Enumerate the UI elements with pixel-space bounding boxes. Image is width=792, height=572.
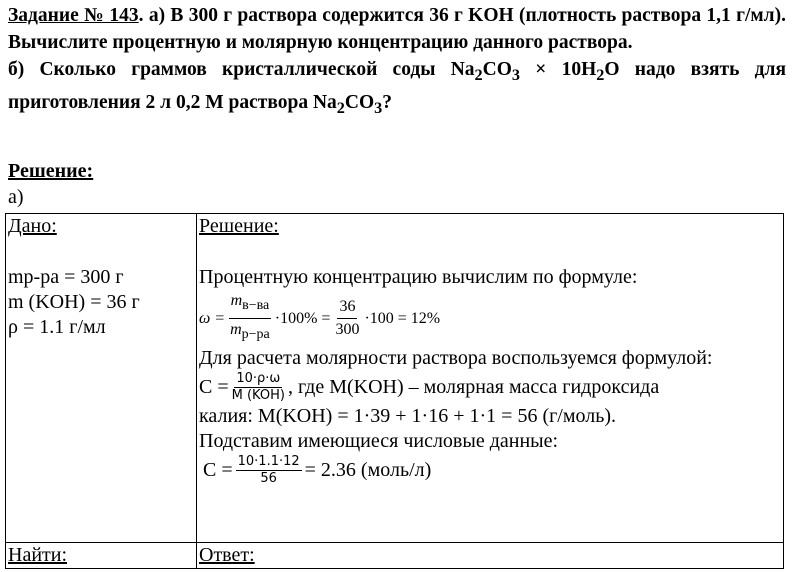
solution-cell (197, 214, 784, 543)
task-label: Задание № 143 (8, 5, 139, 26)
subscript: 3 (511, 65, 521, 84)
solution-heading: Решение: (8, 160, 94, 182)
find-cell (6, 543, 197, 569)
percent-formula (199, 290, 781, 346)
formula-tail: = 2.36 (моль/л) (304, 459, 432, 481)
formula-c: C = (203, 459, 233, 481)
sub-label: а) (8, 186, 24, 208)
denominator-text: m (230, 320, 242, 338)
answer-header: Ответ: (199, 544, 255, 566)
formula-tail: ·100 = 12% (364, 309, 441, 327)
given-header: Дано: (8, 215, 57, 237)
substitute-line: Подставим имеющиеся числовые данные: (199, 430, 559, 452)
find-header: Найти: (8, 544, 68, 566)
solution-table (5, 213, 784, 569)
formula-omega: ω = (199, 309, 226, 327)
fraction (236, 454, 302, 487)
fraction (228, 290, 272, 345)
formula-c: C = (199, 376, 229, 398)
answer-cell (197, 543, 784, 569)
task-part-b-text-4: O надо взять для приготовления 2 л 0,2 М раствора Na (8, 59, 787, 113)
given-line: ρ = 1.1 г/мл (8, 316, 106, 338)
fraction-numerator: 36 (337, 296, 357, 319)
molar-intro: Для расчета молярности раствора воспользуемся формулой: (199, 347, 713, 369)
table-row (6, 214, 784, 543)
task-part-b-text-3: × 10H (520, 59, 597, 80)
given-cell (6, 214, 197, 543)
fraction-denominator: M (KOH) (231, 388, 285, 403)
given-line: mр-ра = 300 г (8, 266, 124, 288)
subscript: 2 (596, 65, 605, 84)
fraction-denominator: 56 (260, 471, 277, 486)
result-formula (199, 454, 781, 487)
subscript: 3 (374, 98, 383, 117)
subscript: 2 (474, 65, 483, 84)
fraction-numerator: 10·ρ·ω (236, 371, 281, 386)
task-part-b (8, 56, 786, 122)
pct-intro: Процентную концентрацию вычислим по формуле: (199, 266, 638, 288)
table-row (6, 543, 784, 569)
task-part-a-text: . а) В 300 г раствора содержится 36 г KOH (плотность раствора 1,1 г/мл). Вычислите процентную и молярную концентрацию данного раствора. (8, 5, 786, 53)
fraction-denominator: 300 (335, 320, 360, 338)
numerator-text: m (230, 292, 243, 310)
task-part-b-text-5: CO (344, 91, 375, 113)
task-part-b-text-1: б) Сколько граммов кристаллической соды Na (8, 59, 475, 80)
solution-header: Решение: (199, 215, 279, 237)
subscript: в−ва (242, 298, 270, 314)
molar-formula (199, 371, 781, 404)
formula-tail: , где M(KOH) – молярная масса гидроксида (287, 376, 660, 398)
fraction-denominator (228, 319, 272, 346)
molar-mass-line: калия: M(KOH) = 1·39 + 1·16 + 1·1 = 56 (г/моль). (199, 405, 617, 427)
fraction-numerator (229, 290, 272, 318)
task-statement (8, 2, 786, 122)
subscript: р−ра (241, 326, 270, 342)
fraction (232, 371, 285, 404)
fraction (333, 296, 361, 341)
given-line: m (KOH) = 36 г (8, 291, 140, 313)
task-part-b-text-6: ? (382, 91, 393, 113)
fraction-numerator: 10·1.1·12 (237, 454, 300, 469)
formula-mid: ·100% = (274, 309, 331, 327)
task-part-b-text-2: CO (482, 59, 512, 80)
subscript: 2 (336, 98, 345, 117)
task-part-a (8, 2, 786, 56)
